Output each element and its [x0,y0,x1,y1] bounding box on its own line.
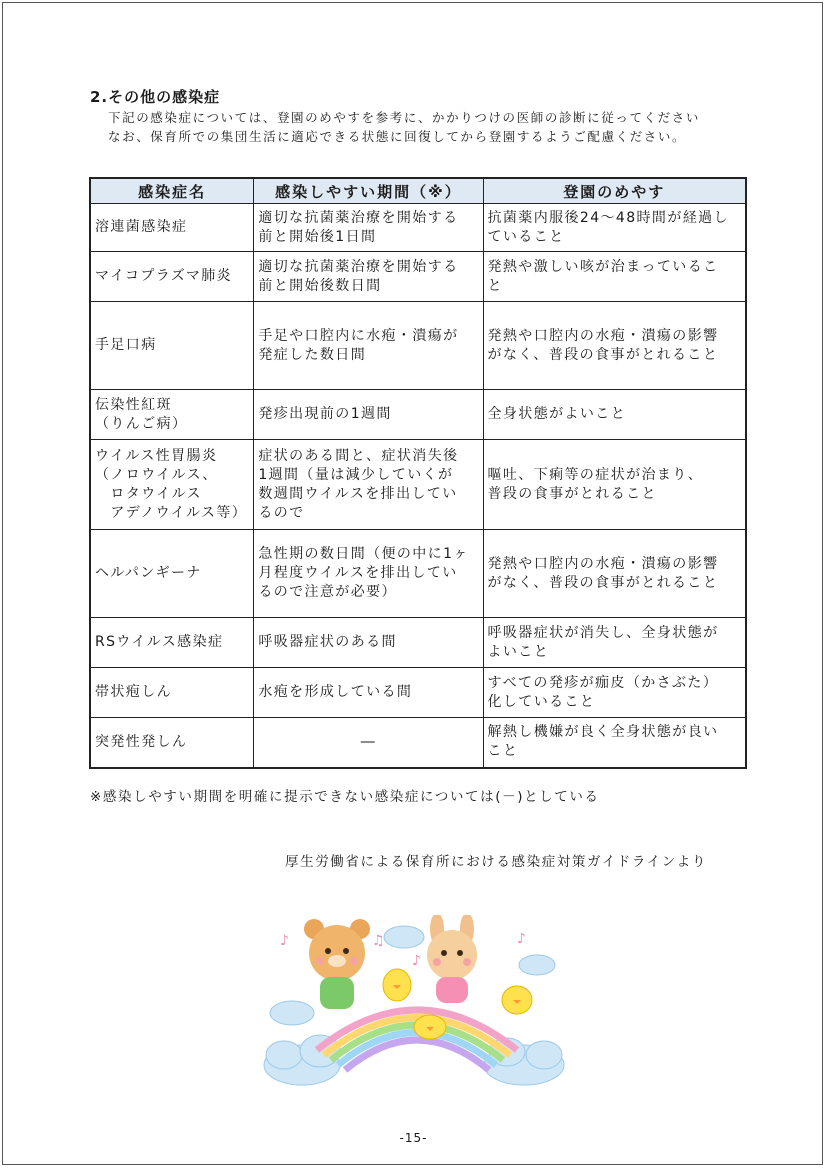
disease-name-cell [90,204,254,252]
cell-text: RSウイルス感染症 [95,634,224,650]
infectious-period-cell [254,204,483,252]
source-citation: 厚生労働省による保育所における感染症対策ガイドラインより [285,854,707,870]
cell-text: 発熱や激しい咳が治まっているこ [487,258,719,275]
return-criteria-cell [483,252,746,302]
return-criteria-cell [483,618,746,668]
cell-text: 手足口病 [95,337,157,353]
cell-text: 発熱や口腔内の水疱・潰瘍の影響 [487,327,719,344]
table-row [90,252,746,302]
return-criteria-cell [483,530,746,618]
infectious-period-cell [254,440,483,530]
header-infectious-period: 感染しやすい期間（※） [254,178,483,204]
bear-icon [304,919,370,1009]
cell-text: 水疱を形成している間 [258,684,413,700]
svg-text:♫: ♫ [372,933,385,949]
cell-text: 適切な抗菌薬治療を開始する [258,209,459,226]
cell-text: アデノウイルス等） [95,504,248,521]
header-return-criteria: 登園のめやす [483,178,746,204]
cell-text: 手足や口腔内に水疱・潰瘍が [258,327,459,344]
intro-line: 下記の感染症については、登園のめやすを参考に、かかりつけの医師の診断に従ってください [108,110,700,125]
rainbow-icon [317,1010,517,1070]
disease-name-cell [90,252,254,302]
cell-text: 1週間（量は減少していくが [258,466,454,483]
cell-text: すべての発疹が痂皮（かさぶた） [487,674,719,691]
cell-text: 抗菌薬内服後24〜48時間が経過し [487,209,729,226]
header-disease-name: 感染症名 [90,178,254,204]
infectious-period-cell [254,718,483,768]
cell-text: 呼吸器症状のある間 [258,634,397,650]
infection-table [89,177,747,769]
cell-text: 解熱し機嫌が良く全身状態が良い [487,724,719,741]
return-criteria-cell [483,204,746,252]
cell-text: （ノロウイルス、 [95,466,218,483]
table-header-row [90,178,746,204]
cell-text: 月程度ウイルスを排出してい [258,565,458,581]
table-row [90,204,746,252]
infectious-period-cell [254,252,483,302]
cell-text: こと [487,743,519,760]
intro-text [108,108,700,146]
disease-name-cell [90,440,254,530]
cell-text: 嘔吐、下痢等の症状が治まり、 [487,466,704,483]
cell-text: 発症した数日間 [258,346,367,363]
table-row [90,718,746,768]
cell-text: がなく、普段の食事がとれること [487,574,719,591]
infectious-period-cell [254,302,483,390]
cell-text: マイコプラズマ肺炎 [95,268,233,284]
cell-text: 呼吸器症状が消失し、全身状態が [487,624,719,641]
cell-text: るので注意が必要） [258,584,397,600]
cell-text: と [487,277,503,294]
svg-text:♪: ♪ [412,953,421,969]
return-criteria-cell [483,440,746,530]
cell-text: 前と開始後1日間 [258,228,377,245]
table-row [90,530,746,618]
disease-name-cell [90,718,254,768]
disease-name-cell [90,302,254,390]
cell-text: 前と開始後数日間 [258,277,382,294]
cell-text: よいこと [487,643,550,660]
return-criteria-cell [483,390,746,440]
infectious-period-cell [254,618,483,668]
rainbow-animals-illustration [262,915,572,1095]
cell-text: ヘルパンギーナ [95,565,202,581]
cell-text: 適切な抗菌薬治療を開始する [258,258,459,275]
infectious-period-cell [254,668,483,718]
disease-name-cell [90,530,254,618]
disease-name-cell [90,390,254,440]
svg-text:♪: ♪ [517,931,526,947]
infectious-period-cell [254,530,483,618]
table-row [90,302,746,390]
cell-text: 化していること [487,693,596,710]
infectious-period-cell [254,390,483,440]
cell-text: 溶連菌感染症 [95,219,188,235]
cell-text: ウイルス性胃腸炎 [95,447,218,464]
cell-text: 全身状態がよいこと [487,406,627,422]
cell-text: 普段の食事がとれること [487,485,657,502]
cell-text: ていること [487,228,565,245]
table-row [90,618,746,668]
cell-text: 発疹出現前の1週間 [258,406,392,422]
disease-name-cell [90,618,254,668]
cell-text: 症状のある間と、症状消失後 [258,447,459,464]
cell-text: がなく、普段の食事がとれること [487,346,719,363]
return-criteria-cell [483,718,746,768]
disease-name-cell [90,668,254,718]
cell-text: （りんご病） [95,415,188,432]
table-row [90,440,746,530]
cell-text: 帯状疱しん [95,684,172,700]
cell-text: 突発性発しん [95,733,188,750]
table-row [90,668,746,718]
return-criteria-cell [483,668,746,718]
cell-text: 伝染性紅斑 [95,396,172,413]
cell-text: 発熱や口腔内の水疱・潰瘍の影響 [487,555,719,572]
svg-text:♪: ♪ [280,933,289,949]
page-number: -15- [399,1131,428,1145]
cell-text: ― [360,733,377,750]
intro-line: なお、保育所での集団生活に適応できる状態に回復してから登園するようご配慮ください。 [108,129,687,144]
cell-text: るので [258,504,305,521]
footnote: ※感染しやすい期間を明確に提示できない感染症については(－)としている [90,789,600,805]
return-criteria-cell [483,302,746,390]
cell-text: 数週間ウイルスを排出してい [258,485,458,502]
section-heading: 2.その他の感染症 [90,88,221,106]
cell-text: 急性期の数日間（便の中に1ヶ [258,546,469,562]
table-row [90,390,746,440]
cell-text: ロタウイルス [95,485,202,502]
rabbit-icon [427,915,477,1003]
